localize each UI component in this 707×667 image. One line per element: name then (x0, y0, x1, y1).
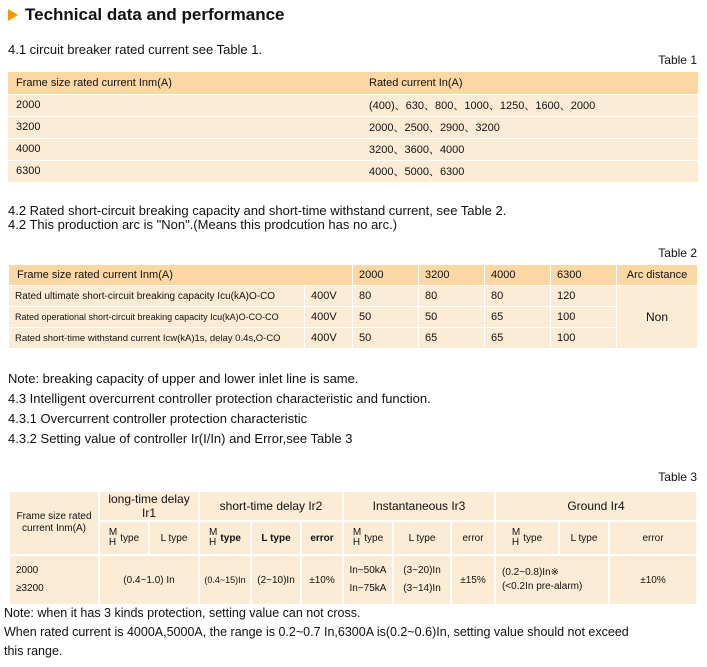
inst-error-value: ±15% (451, 555, 495, 605)
table3-caption: Table 3 (658, 470, 697, 484)
inst-mh-cell (343, 555, 393, 605)
mh-type-header (495, 521, 559, 555)
table-header: 2000 (353, 265, 419, 286)
group-header: Ground Ir4 (495, 491, 697, 521)
table-row (8, 160, 698, 182)
type-label: type (364, 532, 384, 544)
type-label: type (220, 532, 241, 544)
table-cell: 80 (485, 286, 551, 307)
short-error-value: ±10% (301, 555, 343, 605)
table-1 (8, 72, 698, 182)
table-header: Rated current In(A) (369, 76, 463, 89)
group-header: long-time delay Ir1 (99, 491, 199, 521)
table-cell: 100 (551, 307, 617, 328)
table-cell: 6300 (8, 160, 361, 182)
mh-type-header (343, 521, 393, 555)
footer-line: When rated current is 4000A,5000A, the range is 0.2~0.7 In,6300A is(0.2~0.6)In, setting value should not exceed (4, 625, 629, 639)
mh-type-header (199, 521, 251, 555)
group-header-row (9, 491, 697, 521)
ground-error-value: ±10% (609, 555, 697, 605)
type-label: type (523, 532, 543, 544)
note-line: 4.3.2 Setting value of controller Ir(I/In) and Error,see Table 3 (8, 431, 353, 446)
frame-cell (9, 555, 99, 605)
ground-cell (495, 555, 609, 605)
table-cell: 65 (419, 328, 485, 349)
note-line: 4.3 Intelligent overcurrent controller protection characteristic and function. (8, 391, 431, 406)
group-header: short-time delay Ir2 (199, 491, 343, 521)
l-type-header: L type (393, 521, 451, 555)
notes-block (8, 369, 431, 449)
table-header: 6300 (551, 265, 617, 286)
table-header: Frame size rated current Inm(A) (16, 76, 172, 89)
table-cell: 50 (353, 307, 419, 328)
mh-h: H (352, 537, 361, 548)
sub-header-row (9, 521, 697, 555)
footer-line: this range. (4, 644, 63, 658)
table-cell: 120 (551, 286, 617, 307)
table-row (8, 116, 698, 138)
frame-value: 2000 (16, 565, 39, 576)
table-header: 4000 (485, 265, 551, 286)
error-header: error (609, 521, 697, 555)
table-3 (8, 490, 698, 606)
table-cell: 400V (305, 307, 353, 328)
row-label: Rated ultimate short-circuit breaking capacity Icu(kA)O-CO (9, 286, 305, 307)
error-header: error (301, 521, 343, 555)
inst-mh-value: In~75kA (349, 583, 387, 594)
table-row (9, 328, 698, 349)
table-cell: 400V (305, 328, 353, 349)
inst-l-cell (393, 555, 451, 605)
short-mh-value: (0.4~15)In (199, 555, 251, 605)
long-delay-value: (0.4~1.0) In (99, 555, 199, 605)
mh-m: M (352, 527, 362, 538)
table-cell: (400)、630、800、1000、1250、1600、2000 (361, 94, 698, 116)
table-cell: 80 (353, 286, 419, 307)
l-type-header: L type (559, 521, 609, 555)
table-cell: 2000、2500、2900、3200 (361, 116, 698, 138)
mh-type-header (99, 521, 149, 555)
table1-caption: Table 1 (658, 53, 697, 67)
inst-mh-value: In~50kA (349, 565, 387, 576)
table-cell: 3200、3600、4000 (361, 138, 698, 160)
mh-h: H (108, 537, 117, 548)
table-cell: 2000 (8, 94, 361, 116)
table-cell: 400V (305, 286, 353, 307)
table-cell: 65 (485, 328, 551, 349)
group-header: Instantaneous Ir3 (343, 491, 495, 521)
error-header: error (451, 521, 495, 555)
table-row (8, 138, 698, 160)
table-cell: 50 (353, 328, 419, 349)
table-header-row (8, 72, 698, 94)
table-cell: 50 (419, 307, 485, 328)
table-row (9, 286, 698, 307)
table-header: 3200 (419, 265, 485, 286)
frame-value: ≥3200 (16, 583, 44, 594)
table-cell: 4000、5000、6300 (361, 160, 698, 182)
para-4-2b: 4.2 This production arc is "Non".(Means this prodcution has no arc.) (8, 217, 398, 232)
table2-caption: Table 2 (658, 246, 697, 260)
table-cell: 4000 (8, 138, 361, 160)
table-header: Frame size rated current Inm(A) (9, 265, 353, 286)
table-cell: Non (617, 286, 698, 349)
note-line: Note: breaking capacity of upper and lower inlet line is same. (8, 371, 359, 386)
mh-h: H (511, 537, 520, 548)
type-label: type (120, 532, 140, 544)
page-title: Technical data and performance (25, 5, 285, 24)
table-cell: 3200 (8, 116, 361, 138)
mh-m: M (108, 527, 118, 538)
table-header: Arc distance (617, 265, 698, 286)
table-cell: 100 (551, 328, 617, 349)
note-line: 4.3.1 Overcurrent controller protection characteristic (8, 411, 308, 426)
mh-m: M (209, 527, 218, 538)
inst-l-value: (3~20)In (403, 565, 441, 576)
orange-triangle-icon (8, 9, 18, 21)
table-row (9, 555, 697, 605)
para-4-1: 4.1 circuit breaker rated current see Table 1. (8, 42, 263, 57)
footer-line: Note: when it has 3 kinds protection, setting value can not cross. (4, 606, 361, 620)
row-label: Rated operational short-circuit breaking capacity Icu(kA)O-CO-CO (9, 307, 305, 328)
ground-value: (0.2~0.8)In※ (502, 567, 560, 578)
l-type-header: L type (149, 521, 199, 555)
table-2 (8, 264, 698, 349)
table-header: Frame size rated current Inm(A) (9, 491, 99, 555)
table-cell: 65 (485, 307, 551, 328)
table-row (8, 94, 698, 116)
table-row (9, 307, 698, 328)
table-header-row (9, 265, 698, 286)
mh-h: H (209, 537, 217, 548)
mh-m: M (511, 527, 521, 538)
short-l-value: (2~10)In (251, 555, 301, 605)
l-type-header: L type (251, 521, 301, 555)
row-label: Rated short-time withstand current Icw(kA)1s, delay 0.4s,O-CO (9, 328, 305, 349)
footer-notes (4, 604, 629, 661)
para-4-2a: 4.2 Rated short-circuit breaking capacity and short-time withstand current, see Table 2. (8, 203, 507, 218)
ground-value: (<0.2In pre-alarm) (502, 581, 583, 592)
inst-l-value: (3~14)In (403, 583, 441, 594)
section-heading (8, 4, 284, 26)
table-cell: 80 (419, 286, 485, 307)
